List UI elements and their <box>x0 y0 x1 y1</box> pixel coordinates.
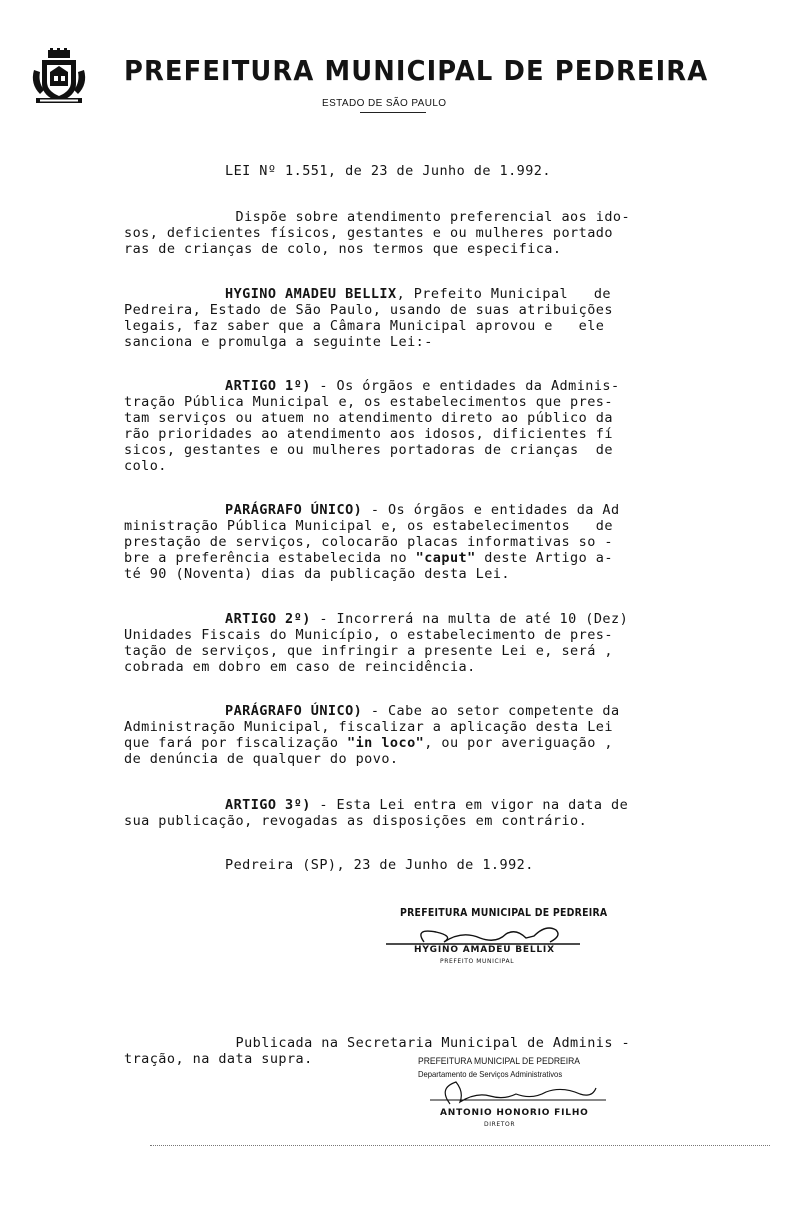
paragraph-2-line-2: Administração Municipal, fiscalizar a aplicação desta Lei <box>124 719 613 735</box>
ementa-line-2: sos, deficientes físicos, gestantes e ou mulheres portado <box>124 225 613 241</box>
article-2-line-3: tação de serviços, que infringir a presente Lei e, será , <box>124 643 613 659</box>
page-title: PREFEITURA MUNICIPAL DE PEDREIRA <box>124 54 709 87</box>
director-handwritten-signature <box>420 1078 610 1106</box>
mayor-signature-name: HYGINO AMADEU BELLIX <box>414 945 555 955</box>
place-date: Pedreira (SP), 23 de Junho de 1.992. <box>225 857 534 873</box>
article-3-label: ARTIGO 3º) <box>225 797 311 813</box>
paragraph-1-line-2: ministração Pública Municipal e, os estabelecimentos de <box>124 518 613 534</box>
paragraph-2-line-3: que fará por fiscalização "in loco", ou por averiguação , <box>124 735 613 751</box>
paragraph-1-line-3: prestação de serviços, colocarão placas informativas so - <box>124 534 613 550</box>
preamble-line-2: Pedreira, Estado de São Paulo, usando de suas atribuições <box>124 302 613 318</box>
law-title: LEI Nº 1.551, de 23 de Junho de 1.992. <box>225 163 551 179</box>
paragraph-2-line-1: PARÁGRAFO ÚNICO) - Cabe ao setor competente da <box>225 703 620 719</box>
article-1-line-6: colo. <box>124 458 167 474</box>
director-stamp-line-2: Departamento de Serviços Administrativos <box>418 1069 563 1079</box>
article-2-line-4: cobrada em dobro em caso de reincidência. <box>124 659 476 675</box>
coat-of-arms-icon <box>30 48 88 106</box>
article-3-line-1: ARTIGO 3º) - Esta Lei entra em vigor na data de <box>225 797 629 813</box>
mayor-signature-role: PREFEITO MUNICIPAL <box>440 958 515 965</box>
paragraph-1-line-5: té 90 (Noventa) dias da publicação desta Lei. <box>124 566 510 582</box>
mayor-stamp: PREFEITURA MUNICIPAL DE PEDREIRA <box>400 906 608 919</box>
article-1-line-4: rão prioridades ao atendimento aos idosos, dificientes fí <box>124 426 613 442</box>
preamble-line-1: HYGINO AMADEU BELLIX, Prefeito Municipal de <box>225 286 612 302</box>
paragraph-2-line-4: de denúncia de qualquer do povo. <box>124 751 399 767</box>
director-stamp-line-1: PREFEITURA MUNICIPAL DE PEDREIRA <box>418 1056 581 1067</box>
director-signature-name: ANTONIO HONORIO FILHO <box>440 1108 589 1118</box>
paragraph-2-label: PARÁGRAFO ÚNICO) <box>225 703 363 719</box>
article-1-line-2: tração Pública Municipal e, os estabelecimentos que pres- <box>124 394 613 410</box>
paragraph-1-label: PARÁGRAFO ÚNICO) <box>225 502 363 518</box>
mayor-name: HYGINO AMADEU BELLIX <box>225 286 397 302</box>
article-2-label: ARTIGO 2º) <box>225 611 311 627</box>
article-3-line-2: sua publicação, revogadas as disposições em contrário. <box>124 813 588 829</box>
ementa-line-3: ras de crianças de colo, nos termos que especifica. <box>124 241 562 257</box>
article-1-line-5: sicos, gestantes e ou mulheres portadoras de crianças de <box>124 442 613 458</box>
article-2-line-2: Unidades Fiscais do Município, o estabelecimento de pres- <box>124 627 613 643</box>
publication-line-2: tração, na data supra. <box>124 1051 313 1067</box>
paragraph-1-line-1: PARÁGRAFO ÚNICO) - Os órgãos e entidades da Ad <box>225 502 620 518</box>
state-subtitle: ESTADO DE SÃO PAULO <box>322 98 447 109</box>
publication-line-1: Publicada na Secretaria Municipal de Adminis - <box>124 1035 631 1051</box>
preamble-line-3: legais, faz saber que a Câmara Municipal aprovou e ele <box>124 318 605 334</box>
director-signature-role: DIRETOR <box>484 1121 516 1128</box>
article-1-line-1: ARTIGO 1º) - Os órgãos e entidades da Adminis- <box>225 378 620 394</box>
paragraph-1-line-4: bre a preferência estabelecida no "caput" deste Artigo a- <box>124 550 613 566</box>
article-1-line-3: tam serviços ou atuem no atendimento direto ao público da <box>124 410 613 426</box>
footer-divider <box>150 1145 770 1148</box>
subtitle-underline <box>360 112 426 113</box>
article-2-line-1: ARTIGO 2º) - Incorrerá na multa de até 10 (Dez) <box>225 611 629 627</box>
preamble-line-4: sanciona e promulga a seguinte Lei:- <box>124 334 433 350</box>
article-1-label: ARTIGO 1º) <box>225 378 311 394</box>
ementa-line-1: Dispõe sobre atendimento preferencial aos ido- <box>124 209 631 225</box>
